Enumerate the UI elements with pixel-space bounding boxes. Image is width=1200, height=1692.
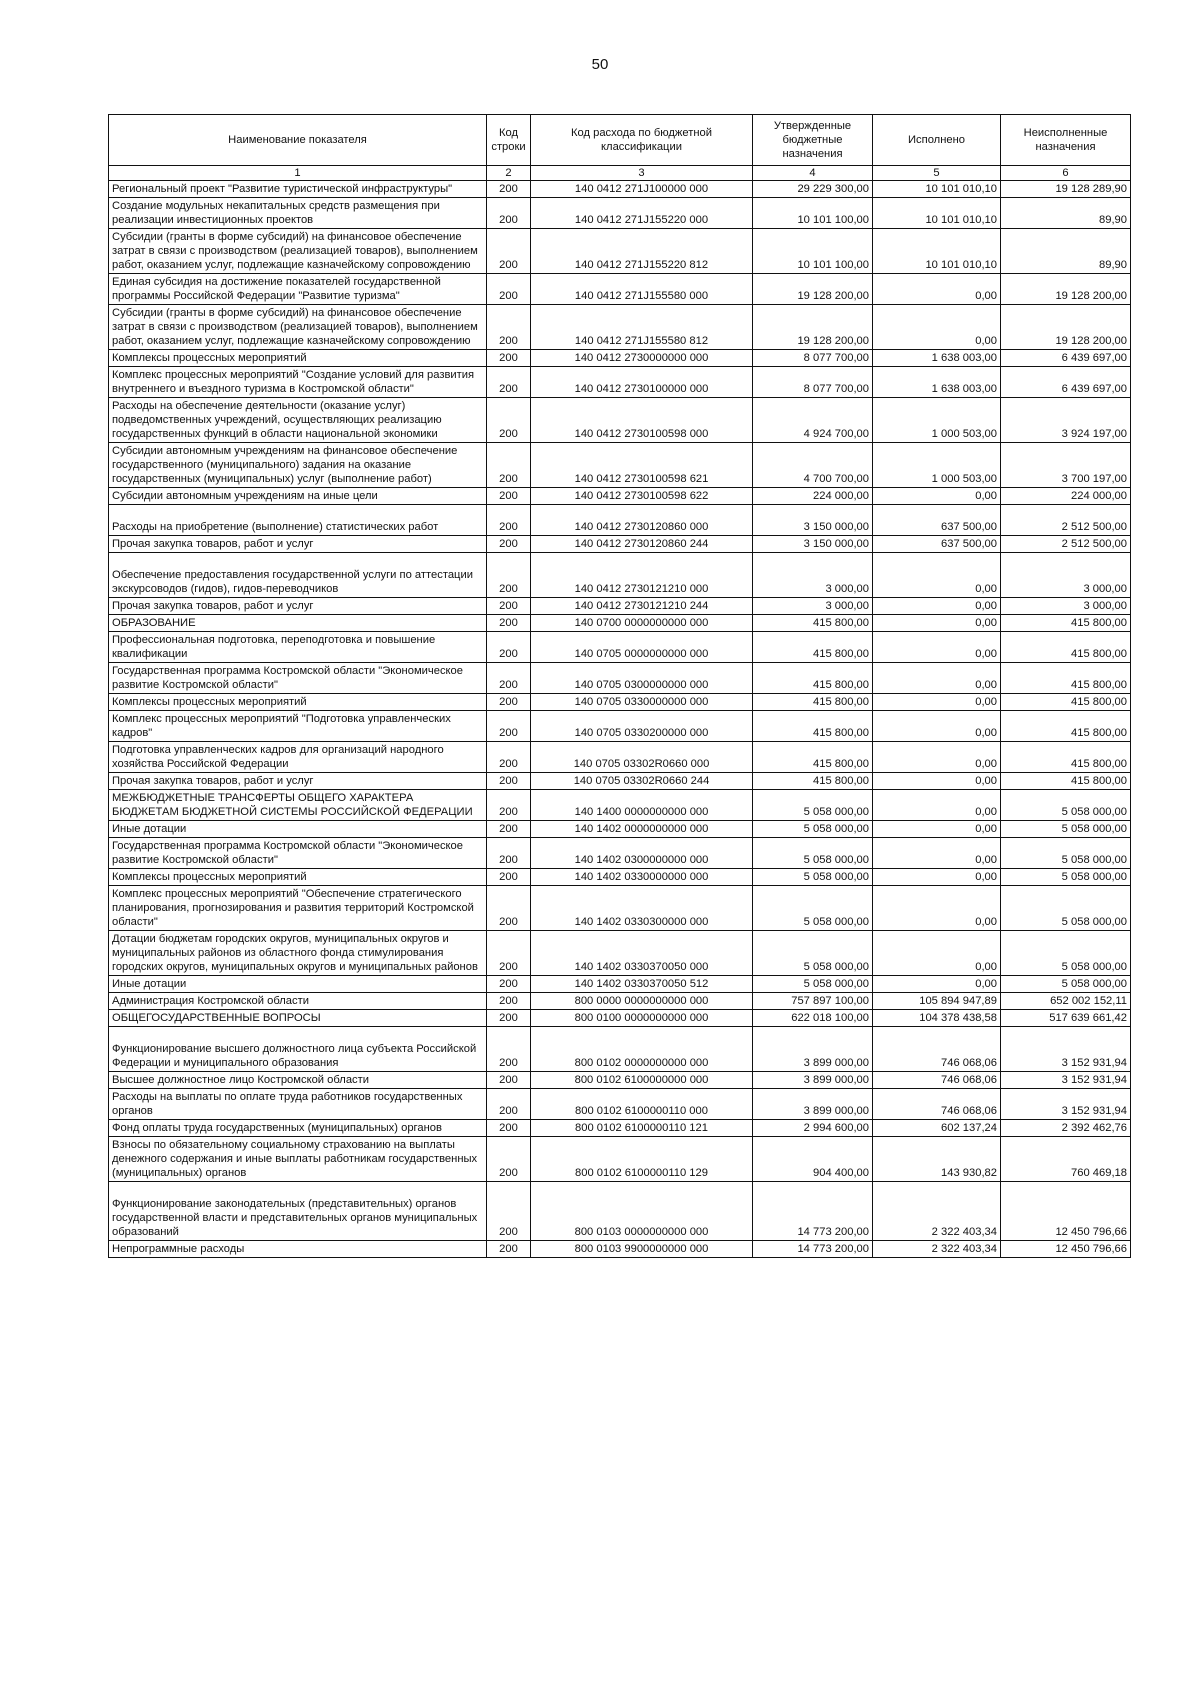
- row-executed-amount: 1 000 503,00: [873, 398, 1001, 443]
- table-row: [109, 663, 1131, 694]
- row-expense-code: 800 0102 6100000110 129: [531, 1137, 753, 1182]
- row-indicator-name: Расходы на выплаты по оплате труда работников государственных органов: [109, 1089, 487, 1120]
- row-executed-amount: 1 000 503,00: [873, 443, 1001, 488]
- row-unexecuted-amount: 415 800,00: [1001, 742, 1131, 773]
- header-executed: Исполнено: [873, 115, 1001, 166]
- row-executed-amount: 0,00: [873, 711, 1001, 742]
- row-approved-amount: 415 800,00: [753, 632, 873, 663]
- row-approved-amount: 415 800,00: [753, 694, 873, 711]
- row-line-code: 200: [487, 229, 531, 274]
- table-row: [109, 632, 1131, 663]
- row-executed-amount: 0,00: [873, 632, 1001, 663]
- row-unexecuted-amount: 652 002 152,11: [1001, 993, 1131, 1010]
- row-indicator-name: Расходы на обеспечение деятельности (оказание услуг) подведомственных учреждений, осуществляющих реализацию государственных функций в области национальной экономики: [109, 398, 487, 443]
- row-expense-code: 800 0100 0000000000 000: [531, 1010, 753, 1027]
- row-unexecuted-amount: 19 128 200,00: [1001, 305, 1131, 350]
- row-line-code: 200: [487, 181, 531, 198]
- row-executed-amount: 0,00: [873, 976, 1001, 993]
- row-expense-code: 800 0102 6100000000 000: [531, 1072, 753, 1089]
- row-indicator-name: Комплекс процессных мероприятий "Создание условий для развития внутреннего и въездного туризма в Костромской области": [109, 367, 487, 398]
- row-approved-amount: 3 000,00: [753, 598, 873, 615]
- row-approved-amount: 3 000,00: [753, 553, 873, 598]
- table-row: [109, 350, 1131, 367]
- row-approved-amount: 3 899 000,00: [753, 1027, 873, 1072]
- row-approved-amount: 415 800,00: [753, 663, 873, 694]
- row-line-code: 200: [487, 615, 531, 632]
- row-expense-code: 140 0705 0300000000 000: [531, 663, 753, 694]
- table-row: [109, 821, 1131, 838]
- row-executed-amount: 1 638 003,00: [873, 367, 1001, 398]
- row-line-code: 200: [487, 1120, 531, 1137]
- table-row: [109, 305, 1131, 350]
- row-indicator-name: Обеспечение предоставления государственной услуги по аттестации экскурсоводов (гидов), гидов-переводчиков: [109, 553, 487, 598]
- row-approved-amount: 5 058 000,00: [753, 869, 873, 886]
- row-indicator-name: Государственная программа Костромской области "Экономическое развитие Костромской области": [109, 838, 487, 869]
- row-unexecuted-amount: 5 058 000,00: [1001, 790, 1131, 821]
- row-unexecuted-amount: 89,90: [1001, 198, 1131, 229]
- row-indicator-name: Комплексы процессных мероприятий: [109, 694, 487, 711]
- table-row: [109, 931, 1131, 976]
- table-row: [109, 553, 1131, 598]
- table-row: [109, 1010, 1131, 1027]
- row-expense-code: 140 0412 2730121210 244: [531, 598, 753, 615]
- page-number: 50: [591, 56, 609, 73]
- row-expense-code: 140 0412 2730100000 000: [531, 367, 753, 398]
- row-unexecuted-amount: 19 128 289,90: [1001, 181, 1131, 198]
- row-indicator-name: Единая субсидия на достижение показателей государственной программы Российской Федерации "Развитие туризма": [109, 274, 487, 305]
- row-line-code: 200: [487, 886, 531, 931]
- row-approved-amount: 757 897 100,00: [753, 993, 873, 1010]
- row-unexecuted-amount: 415 800,00: [1001, 615, 1131, 632]
- row-indicator-name: Функционирование законодательных (представительных) органов государственной власти и представительных органов муниципальных образований: [109, 1182, 487, 1241]
- row-expense-code: 140 0412 2730120860 244: [531, 536, 753, 553]
- row-unexecuted-amount: 2 512 500,00: [1001, 536, 1131, 553]
- row-line-code: 200: [487, 1072, 531, 1089]
- row-expense-code: 140 1402 0000000000 000: [531, 821, 753, 838]
- table-row: [109, 1241, 1131, 1258]
- row-executed-amount: 0,00: [873, 615, 1001, 632]
- row-executed-amount: 10 101 010,10: [873, 181, 1001, 198]
- column-number: 2: [487, 166, 531, 181]
- table-row: [109, 1137, 1131, 1182]
- row-line-code: 200: [487, 443, 531, 488]
- row-indicator-name: Иные дотации: [109, 821, 487, 838]
- table-row: [109, 398, 1131, 443]
- row-executed-amount: 602 137,24: [873, 1120, 1001, 1137]
- table-row: [109, 790, 1131, 821]
- row-approved-amount: 5 058 000,00: [753, 838, 873, 869]
- column-number: 4: [753, 166, 873, 181]
- row-expense-code: 140 0412 271J100000 000: [531, 181, 753, 198]
- row-line-code: 200: [487, 305, 531, 350]
- row-executed-amount: 143 930,82: [873, 1137, 1001, 1182]
- row-unexecuted-amount: 224 000,00: [1001, 488, 1131, 505]
- table-row: [109, 1120, 1131, 1137]
- row-expense-code: 800 0102 6100000110 000: [531, 1089, 753, 1120]
- table-row: [109, 505, 1131, 536]
- row-executed-amount: 0,00: [873, 598, 1001, 615]
- row-executed-amount: 0,00: [873, 838, 1001, 869]
- row-executed-amount: 0,00: [873, 742, 1001, 773]
- row-unexecuted-amount: 6 439 697,00: [1001, 350, 1131, 367]
- row-line-code: 200: [487, 790, 531, 821]
- table-row: [109, 976, 1131, 993]
- row-indicator-name: МЕЖБЮДЖЕТНЫЕ ТРАНСФЕРТЫ ОБЩЕГО ХАРАКТЕРА БЮДЖЕТАМ БЮДЖЕТНОЙ СИСТЕМЫ РОССИЙСКОЙ ФЕДЕРАЦИИ: [109, 790, 487, 821]
- row-approved-amount: 5 058 000,00: [753, 821, 873, 838]
- column-number: 1: [109, 166, 487, 181]
- row-unexecuted-amount: 12 450 796,66: [1001, 1241, 1131, 1258]
- table-row: [109, 598, 1131, 615]
- row-line-code: 200: [487, 869, 531, 886]
- row-approved-amount: 3 150 000,00: [753, 536, 873, 553]
- row-unexecuted-amount: 760 469,18: [1001, 1137, 1131, 1182]
- row-indicator-name: Комплекс процессных мероприятий "Обеспечение стратегического планирования, прогнозирования и развития территорий Костромской области": [109, 886, 487, 931]
- row-indicator-name: ОБЩЕГОСУДАРСТВЕННЫЕ ВОПРОСЫ: [109, 1010, 487, 1027]
- row-indicator-name: Расходы на приобретение (выполнение) статистических работ: [109, 505, 487, 536]
- table-row: [109, 1089, 1131, 1120]
- row-expense-code: 140 0412 2730120860 000: [531, 505, 753, 536]
- table-row: [109, 367, 1131, 398]
- row-line-code: 200: [487, 198, 531, 229]
- row-expense-code: 140 1402 0300000000 000: [531, 838, 753, 869]
- row-approved-amount: 5 058 000,00: [753, 886, 873, 931]
- row-indicator-name: Государственная программа Костромской области "Экономическое развитие Костромской области": [109, 663, 487, 694]
- row-indicator-name: Иные дотации: [109, 976, 487, 993]
- row-expense-code: 800 0103 9900000000 000: [531, 1241, 753, 1258]
- row-indicator-name: Субсидии (гранты в форме субсидий) на финансовое обеспечение затрат в связи с производством (реализацией товаров), выполнением работ, оказанием услуг, подлежащие казначейскому сопровождению: [109, 229, 487, 274]
- row-approved-amount: 14 773 200,00: [753, 1182, 873, 1241]
- row-approved-amount: 10 101 100,00: [753, 229, 873, 274]
- row-expense-code: 140 0705 03302R0660 244: [531, 773, 753, 790]
- row-indicator-name: Взносы по обязательному социальному страхованию на выплаты денежного содержания и иные выплаты работникам государственных (муниципальных) органов: [109, 1137, 487, 1182]
- table-row: [109, 1182, 1131, 1241]
- row-line-code: 200: [487, 1182, 531, 1241]
- row-unexecuted-amount: 3 924 197,00: [1001, 398, 1131, 443]
- row-unexecuted-amount: 3 000,00: [1001, 553, 1131, 598]
- row-expense-code: 140 0412 271J155220 000: [531, 198, 753, 229]
- row-line-code: 200: [487, 663, 531, 694]
- header-approved: Утвержденные бюджетные назначения: [753, 115, 873, 166]
- table-row: [109, 711, 1131, 742]
- row-expense-code: 800 0103 0000000000 000: [531, 1182, 753, 1241]
- row-unexecuted-amount: 5 058 000,00: [1001, 821, 1131, 838]
- row-line-code: 200: [487, 505, 531, 536]
- row-unexecuted-amount: 12 450 796,66: [1001, 1182, 1131, 1241]
- row-executed-amount: 105 894 947,89: [873, 993, 1001, 1010]
- row-approved-amount: 8 077 700,00: [753, 350, 873, 367]
- row-indicator-name: Субсидии (гранты в форме субсидий) на финансовое обеспечение затрат в связи с производством (реализацией товаров), выполнением работ, оказанием услуг, подлежащие казначейскому сопровождению: [109, 305, 487, 350]
- row-indicator-name: Прочая закупка товаров, работ и услуг: [109, 773, 487, 790]
- row-executed-amount: 746 068,06: [873, 1027, 1001, 1072]
- row-approved-amount: 10 101 100,00: [753, 198, 873, 229]
- row-expense-code: 140 0412 271J155580 812: [531, 305, 753, 350]
- row-line-code: 200: [487, 488, 531, 505]
- row-approved-amount: 3 899 000,00: [753, 1072, 873, 1089]
- row-line-code: 200: [487, 773, 531, 790]
- row-approved-amount: 14 773 200,00: [753, 1241, 873, 1258]
- row-indicator-name: ОБРАЗОВАНИЕ: [109, 615, 487, 632]
- row-unexecuted-amount: 3 152 931,94: [1001, 1072, 1131, 1089]
- row-unexecuted-amount: 517 639 661,42: [1001, 1010, 1131, 1027]
- row-line-code: 200: [487, 632, 531, 663]
- row-approved-amount: 415 800,00: [753, 773, 873, 790]
- row-unexecuted-amount: 415 800,00: [1001, 663, 1131, 694]
- header-unexecuted: Неисполненные назначения: [1001, 115, 1131, 166]
- row-executed-amount: 1 638 003,00: [873, 350, 1001, 367]
- row-indicator-name: Создание модульных некапитальных средств размещения при реализации инвестиционных проектов: [109, 198, 487, 229]
- row-line-code: 200: [487, 838, 531, 869]
- row-approved-amount: 19 128 200,00: [753, 305, 873, 350]
- row-line-code: 200: [487, 553, 531, 598]
- row-unexecuted-amount: 3 152 931,94: [1001, 1089, 1131, 1120]
- row-indicator-name: Профессиональная подготовка, переподготовка и повышение квалификации: [109, 632, 487, 663]
- row-executed-amount: 0,00: [873, 694, 1001, 711]
- row-line-code: 200: [487, 350, 531, 367]
- row-indicator-name: Комплексы процессных мероприятий: [109, 869, 487, 886]
- table-row: [109, 536, 1131, 553]
- row-unexecuted-amount: 89,90: [1001, 229, 1131, 274]
- table-row: [109, 198, 1131, 229]
- row-expense-code: 140 0412 2730100598 622: [531, 488, 753, 505]
- row-approved-amount: 622 018 100,00: [753, 1010, 873, 1027]
- row-expense-code: 140 0412 271J155220 812: [531, 229, 753, 274]
- table-row: [109, 993, 1131, 1010]
- table-header-row: [109, 115, 1131, 166]
- row-line-code: 200: [487, 367, 531, 398]
- table-row: [109, 869, 1131, 886]
- row-expense-code: 140 1402 0330370050 512: [531, 976, 753, 993]
- row-expense-code: 800 0102 6100000110 121: [531, 1120, 753, 1137]
- row-expense-code: 140 1402 0330300000 000: [531, 886, 753, 931]
- row-executed-amount: 0,00: [873, 274, 1001, 305]
- row-unexecuted-amount: 415 800,00: [1001, 632, 1131, 663]
- row-executed-amount: 637 500,00: [873, 536, 1001, 553]
- row-indicator-name: Региональный проект "Развитие туристической инфраструктуры": [109, 181, 487, 198]
- row-unexecuted-amount: 415 800,00: [1001, 694, 1131, 711]
- row-executed-amount: 746 068,06: [873, 1072, 1001, 1089]
- row-approved-amount: 19 128 200,00: [753, 274, 873, 305]
- row-approved-amount: 3 150 000,00: [753, 505, 873, 536]
- row-approved-amount: 904 400,00: [753, 1137, 873, 1182]
- table-row: [109, 1072, 1131, 1089]
- row-approved-amount: 415 800,00: [753, 742, 873, 773]
- row-approved-amount: 4 700 700,00: [753, 443, 873, 488]
- row-approved-amount: 8 077 700,00: [753, 367, 873, 398]
- row-expense-code: 140 1402 0330000000 000: [531, 869, 753, 886]
- table-row: [109, 615, 1131, 632]
- row-expense-code: 140 0412 2730100598 000: [531, 398, 753, 443]
- row-approved-amount: 224 000,00: [753, 488, 873, 505]
- row-approved-amount: 415 800,00: [753, 711, 873, 742]
- row-executed-amount: 10 101 010,10: [873, 229, 1001, 274]
- row-expense-code: 800 0102 0000000000 000: [531, 1027, 753, 1072]
- table-row: [109, 742, 1131, 773]
- row-expense-code: 140 0705 0330200000 000: [531, 711, 753, 742]
- row-line-code: 200: [487, 976, 531, 993]
- row-indicator-name: Непрограммные расходы: [109, 1241, 487, 1258]
- row-expense-code: 140 0412 2730100598 621: [531, 443, 753, 488]
- column-number: 3: [531, 166, 753, 181]
- row-executed-amount: 0,00: [873, 553, 1001, 598]
- row-approved-amount: 4 924 700,00: [753, 398, 873, 443]
- row-line-code: 200: [487, 1010, 531, 1027]
- row-indicator-name: Субсидии автономным учреждениям на финансовое обеспечение государственного (муниципального) задания на оказание государственных (муниципальных) услуг (выполнение работ): [109, 443, 487, 488]
- row-expense-code: 140 0412 2730121210 000: [531, 553, 753, 598]
- column-number: 5: [873, 166, 1001, 181]
- row-unexecuted-amount: 3 152 931,94: [1001, 1027, 1131, 1072]
- row-executed-amount: 0,00: [873, 305, 1001, 350]
- row-executed-amount: 0,00: [873, 773, 1001, 790]
- row-executed-amount: 0,00: [873, 488, 1001, 505]
- row-indicator-name: Прочая закупка товаров, работ и услуг: [109, 598, 487, 615]
- row-expense-code: 140 0412 271J155580 000: [531, 274, 753, 305]
- row-executed-amount: 746 068,06: [873, 1089, 1001, 1120]
- table-row: [109, 1027, 1131, 1072]
- row-expense-code: 800 0000 0000000000 000: [531, 993, 753, 1010]
- row-executed-amount: 104 378 438,58: [873, 1010, 1001, 1027]
- row-unexecuted-amount: 5 058 000,00: [1001, 869, 1131, 886]
- row-unexecuted-amount: 6 439 697,00: [1001, 367, 1131, 398]
- row-indicator-name: Комплексы процессных мероприятий: [109, 350, 487, 367]
- row-unexecuted-amount: 415 800,00: [1001, 773, 1131, 790]
- table-row: [109, 443, 1131, 488]
- row-line-code: 200: [487, 598, 531, 615]
- table-row: [109, 886, 1131, 931]
- table-row: [109, 274, 1131, 305]
- table-row: [109, 181, 1131, 198]
- table-row: [109, 773, 1131, 790]
- row-line-code: 200: [487, 1027, 531, 1072]
- row-expense-code: 140 0700 0000000000 000: [531, 615, 753, 632]
- row-line-code: 200: [487, 711, 531, 742]
- row-indicator-name: Прочая закупка товаров, работ и услуг: [109, 536, 487, 553]
- row-line-code: 200: [487, 694, 531, 711]
- row-approved-amount: 3 899 000,00: [753, 1089, 873, 1120]
- row-line-code: 200: [487, 274, 531, 305]
- row-approved-amount: 5 058 000,00: [753, 790, 873, 821]
- row-indicator-name: Функционирование высшего должностного лица субъекта Российской Федерации и муниципального образования: [109, 1027, 487, 1072]
- row-indicator-name: Дотации бюджетам городских округов, муниципальных округов и муниципальных районов из областного фонда стимулирования городских округов, муниципальных округов и муниципальных районов: [109, 931, 487, 976]
- table-body: [109, 181, 1131, 1258]
- row-indicator-name: Комплекс процессных мероприятий "Подготовка управленческих кадров": [109, 711, 487, 742]
- row-unexecuted-amount: 5 058 000,00: [1001, 886, 1131, 931]
- table-row: [109, 694, 1131, 711]
- row-indicator-name: Субсидии автономным учреждениям на иные цели: [109, 488, 487, 505]
- row-unexecuted-amount: 415 800,00: [1001, 711, 1131, 742]
- header-indicator-name: Наименование показателя: [109, 115, 487, 166]
- row-expense-code: 140 0412 2730000000 000: [531, 350, 753, 367]
- row-approved-amount: 415 800,00: [753, 615, 873, 632]
- row-unexecuted-amount: 3 000,00: [1001, 598, 1131, 615]
- row-line-code: 200: [487, 536, 531, 553]
- row-approved-amount: 5 058 000,00: [753, 931, 873, 976]
- row-executed-amount: 0,00: [873, 931, 1001, 976]
- column-number-row: [109, 166, 1131, 181]
- table-row: [109, 488, 1131, 505]
- row-line-code: 200: [487, 821, 531, 838]
- row-executed-amount: 0,00: [873, 663, 1001, 694]
- header-expense-code: Код расхода по бюджетной классификации: [531, 115, 753, 166]
- row-unexecuted-amount: 5 058 000,00: [1001, 976, 1131, 993]
- row-approved-amount: 29 229 300,00: [753, 181, 873, 198]
- row-expense-code: 140 0705 03302R0660 000: [531, 742, 753, 773]
- row-expense-code: 140 1402 0330370050 000: [531, 931, 753, 976]
- row-approved-amount: 2 994 600,00: [753, 1120, 873, 1137]
- row-indicator-name: Подготовка управленческих кадров для организаций народного хозяйства Российской Федерации: [109, 742, 487, 773]
- row-executed-amount: 2 322 403,34: [873, 1241, 1001, 1258]
- column-number: 6: [1001, 166, 1131, 181]
- row-line-code: 200: [487, 1137, 531, 1182]
- row-unexecuted-amount: 5 058 000,00: [1001, 931, 1131, 976]
- row-unexecuted-amount: 19 128 200,00: [1001, 274, 1131, 305]
- row-executed-amount: 0,00: [873, 886, 1001, 931]
- row-line-code: 200: [487, 1089, 531, 1120]
- row-indicator-name: Высшее должностное лицо Костромской области: [109, 1072, 487, 1089]
- row-expense-code: 140 0705 0000000000 000: [531, 632, 753, 663]
- row-executed-amount: 0,00: [873, 790, 1001, 821]
- row-line-code: 200: [487, 742, 531, 773]
- row-indicator-name: Фонд оплаты труда государственных (муниципальных) органов: [109, 1120, 487, 1137]
- table-row: [109, 838, 1131, 869]
- row-executed-amount: 10 101 010,10: [873, 198, 1001, 229]
- row-expense-code: 140 0705 0330000000 000: [531, 694, 753, 711]
- row-executed-amount: 2 322 403,34: [873, 1182, 1001, 1241]
- row-expense-code: 140 1400 0000000000 000: [531, 790, 753, 821]
- row-unexecuted-amount: 3 700 197,00: [1001, 443, 1131, 488]
- row-line-code: 200: [487, 1241, 531, 1258]
- row-approved-amount: 5 058 000,00: [753, 976, 873, 993]
- table-row: [109, 229, 1131, 274]
- row-indicator-name: Администрация Костромской области: [109, 993, 487, 1010]
- row-unexecuted-amount: 2 392 462,76: [1001, 1120, 1131, 1137]
- header-line-code: Код строки: [487, 115, 531, 166]
- row-unexecuted-amount: 5 058 000,00: [1001, 838, 1131, 869]
- row-line-code: 200: [487, 931, 531, 976]
- row-unexecuted-amount: 2 512 500,00: [1001, 505, 1131, 536]
- budget-execution-table: [108, 114, 1131, 1258]
- row-executed-amount: 0,00: [873, 821, 1001, 838]
- row-line-code: 200: [487, 993, 531, 1010]
- row-line-code: 200: [487, 398, 531, 443]
- row-executed-amount: 637 500,00: [873, 505, 1001, 536]
- row-executed-amount: 0,00: [873, 869, 1001, 886]
